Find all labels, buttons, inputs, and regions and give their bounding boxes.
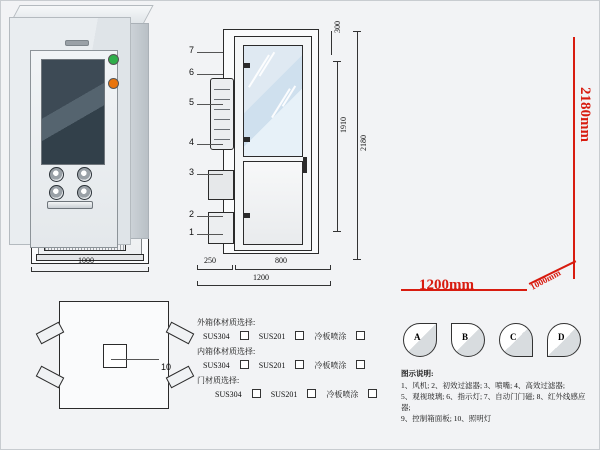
spec-options-row — [197, 331, 387, 343]
callout-1: 1 — [189, 227, 195, 237]
spec-checkbox[interactable] — [295, 360, 304, 369]
section-top-dimension: 300 — [333, 21, 342, 33]
legend-title: 图示说明: — [401, 369, 434, 378]
legend-item: 1、风机; 2、初效过滤器; 3、喷嘴; 4、高效过滤器; — [401, 380, 565, 390]
spec-label: 内箱体材质选择: — [197, 347, 256, 356]
callout-2: 2 — [189, 209, 195, 219]
spec-checkbox[interactable] — [307, 389, 316, 398]
door-hinge — [243, 213, 250, 218]
spec-option[interactable]: SUS201 — [258, 332, 286, 341]
spec-checkbox[interactable] — [368, 389, 377, 398]
spec-option[interactable]: SUS304 — [215, 390, 242, 399]
icon-letter: C — [510, 332, 517, 342]
icon-letter: A — [414, 332, 421, 342]
render-nozzle — [77, 185, 92, 200]
icon-cell-b — [447, 319, 489, 359]
legend-block — [401, 369, 591, 424]
spec-option[interactable]: SUS201 — [258, 361, 286, 370]
legend-item: 9、控制箱面板; 10、照明灯 — [401, 413, 492, 423]
section-inner-height-dimension: 1910 — [339, 117, 348, 133]
render-nozzle — [77, 167, 92, 182]
spec-checkbox[interactable] — [295, 331, 304, 340]
render-door-window — [41, 59, 105, 165]
callout-6: 6 — [189, 67, 195, 77]
door-handle — [303, 157, 307, 173]
indicator-light-orange — [108, 78, 119, 89]
render-door — [30, 50, 118, 248]
icon-cell-a — [399, 319, 441, 359]
spec-options-row — [197, 360, 387, 372]
spec-row — [197, 317, 387, 329]
spec-checkbox[interactable] — [356, 331, 365, 340]
icon-cell-d — [543, 319, 585, 359]
render-height-label: 2180mm — [577, 87, 593, 142]
spec-label: 门材质选择: — [197, 376, 240, 385]
callout-4: 4 — [189, 137, 195, 147]
render-nozzle — [49, 185, 64, 200]
front-width-dimension: 1000 — [78, 256, 94, 265]
door-swing-right — [166, 322, 195, 345]
section-dim-1200: 1200 — [253, 273, 269, 282]
icon-cell-c — [495, 319, 537, 359]
fan-unit — [210, 78, 234, 150]
door-hinge — [243, 63, 250, 68]
icon-letter: D — [558, 332, 565, 342]
callout-10: 10 — [161, 362, 172, 372]
callout-7: 7 — [189, 45, 195, 55]
icon-row — [399, 319, 595, 363]
render-top-handle — [65, 40, 89, 46]
spec-option[interactable]: 冷板喷涂 — [314, 332, 347, 341]
spec-option[interactable]: SUS201 — [270, 390, 298, 399]
spec-checkbox[interactable] — [240, 331, 249, 340]
legend-item: 5、观视玻璃; 6、指示灯; 7、自动门门磁; 8、红外线感应器; — [401, 391, 586, 412]
spec-checkbox[interactable] — [252, 389, 261, 398]
render-front-face — [9, 17, 131, 245]
door-lower-panel — [243, 161, 303, 245]
render-side-face — [129, 23, 149, 239]
spec-checkbox[interactable] — [356, 360, 365, 369]
section-dim-250: 250 — [204, 256, 216, 265]
spec-checkbox[interactable] — [240, 360, 249, 369]
product-render — [1, 1, 149, 249]
indicator-light-green — [108, 54, 119, 65]
spec-label: 外箱体材质选择: — [197, 318, 256, 327]
spec-row — [197, 375, 387, 387]
section-view — [223, 29, 319, 254]
door-view-glass — [243, 45, 303, 157]
spec-row — [197, 346, 387, 358]
spec-option[interactable]: 冷板喷涂 — [314, 361, 347, 370]
spec-option[interactable]: SUS304 — [203, 332, 230, 341]
render-pull-handle — [47, 201, 93, 209]
spec-options-row — [197, 389, 387, 401]
section-outer-height-dimension: 2180 — [359, 135, 368, 151]
render-width-label: 1200mm — [419, 277, 474, 293]
door-frame — [234, 36, 312, 251]
plan-view — [59, 301, 172, 409]
callout-5: 5 — [189, 97, 195, 107]
render-depth-label: 1000mm — [528, 267, 563, 292]
ceiling-light — [103, 344, 127, 368]
door-hinge — [243, 137, 250, 142]
spec-option[interactable]: SUS304 — [203, 361, 230, 370]
spec-option[interactable]: 冷板喷涂 — [326, 390, 359, 399]
material-spec-list — [197, 317, 387, 403]
render-nozzle — [49, 167, 64, 182]
section-dim-800: 800 — [275, 256, 287, 265]
icon-letter: B — [462, 332, 469, 342]
callout-3: 3 — [189, 167, 195, 177]
